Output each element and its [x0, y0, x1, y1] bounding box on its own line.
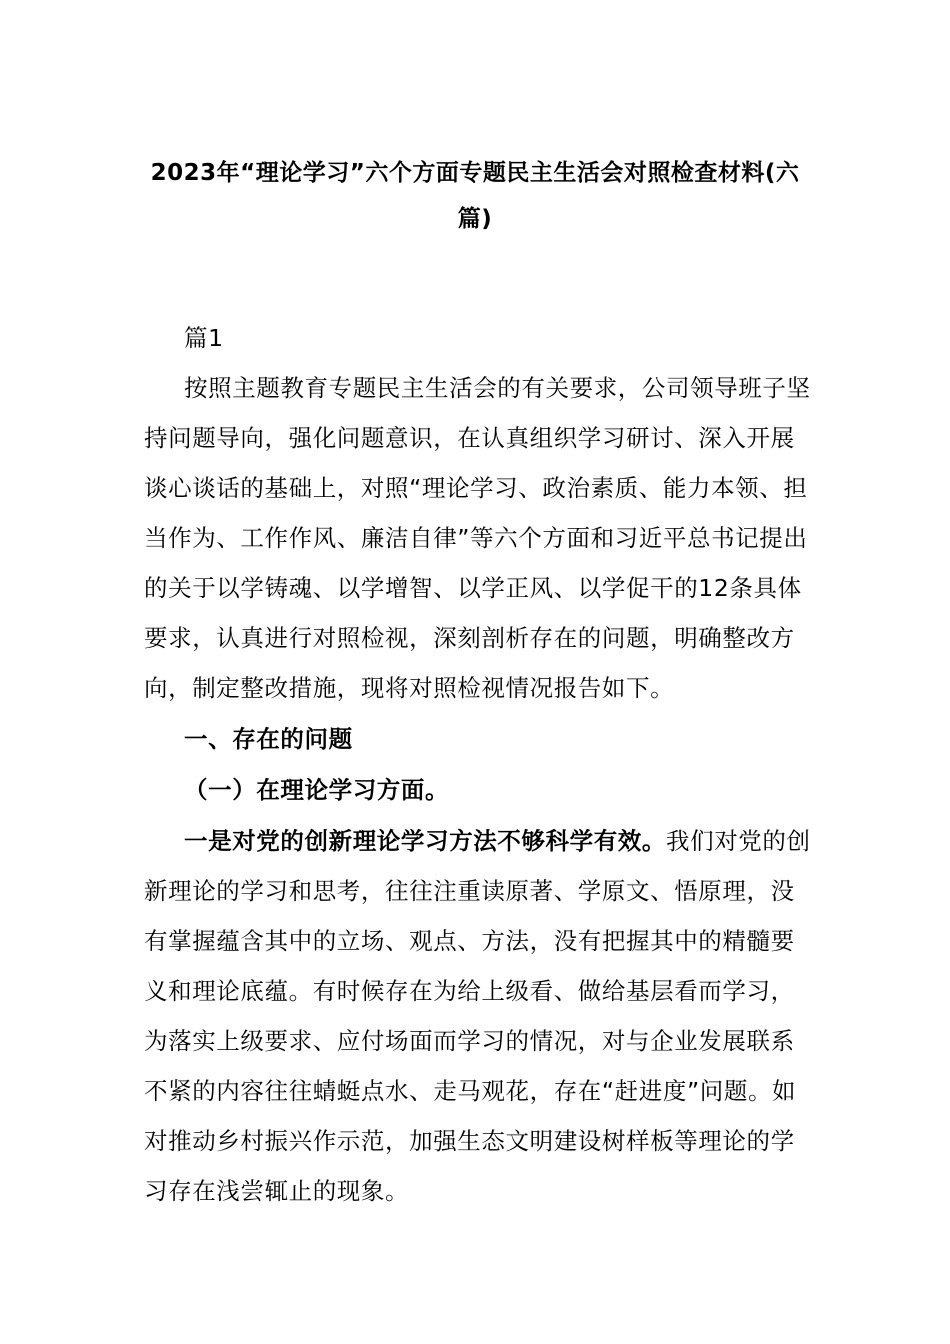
- point-1-line: 新理论的学习和思考，往往注重读原著、学原文、悟原理，没: [144, 877, 795, 905]
- intro-line: 的关于以学铸魂、以学增智、以学正风、以学促干的12条具体: [144, 574, 802, 602]
- intro-line: 要求，认真进行对照检视，深刻剖析存在的问题，明确整改方: [144, 624, 795, 652]
- point-1-text: 我们对党的创: [666, 827, 811, 855]
- intro-line: 谈心谈话的基础上，对照“理论学习、政治素质、能力本领、担: [144, 474, 808, 502]
- point-1-first-line: [184, 825, 811, 857]
- document-title: [140, 150, 810, 242]
- intro-line: 持问题导向，强化问题意识，在认真组织学习研讨、深入开展: [144, 424, 795, 452]
- point-1-line: 习存在浅尝辄止的现象。: [144, 1177, 410, 1205]
- point-1-line: 不紧的内容往往蜻蜓点水、走马观花，存在“赶进度”问题。如: [144, 1077, 797, 1105]
- point-1-lead: 一是对党的创新理论学习方法不够科学有效。: [184, 827, 666, 855]
- heading-level-2: （一）在理论学习方面。: [184, 776, 450, 804]
- point-1-line: 义和理论底蕴。有时候存在为给上级看、做给基层看而学习，: [144, 977, 795, 1005]
- intro-line: 按照主题教育专题民主生活会的有关要求，公司领导班子坚: [184, 374, 811, 402]
- point-1-line: 对推动乡村振兴作示范，加强生态文明建设树样板等理论的学: [144, 1127, 795, 1155]
- intro-line: 当作为、工作作风、廉洁自律”等六个方面和习近平总书记提出: [144, 524, 808, 552]
- title-line-1: 2023年“理论学习”六个方面专题民主生活会对照检查材料(六: [150, 160, 800, 186]
- point-1-line: 有掌握蕴含其中的立场、观点、方法，没有把握其中的精髓要: [144, 927, 795, 955]
- point-1-line: 为落实上级要求、应付场面而学习的情况，对与企业发展联系: [144, 1027, 795, 1055]
- section-label: 篇1: [184, 324, 224, 352]
- intro-line: 向，制定整改措施，现将对照检视情况报告如下。: [144, 674, 675, 702]
- heading-level-1: 一、存在的问题: [184, 725, 353, 753]
- title-line-2: 篇): [457, 206, 493, 232]
